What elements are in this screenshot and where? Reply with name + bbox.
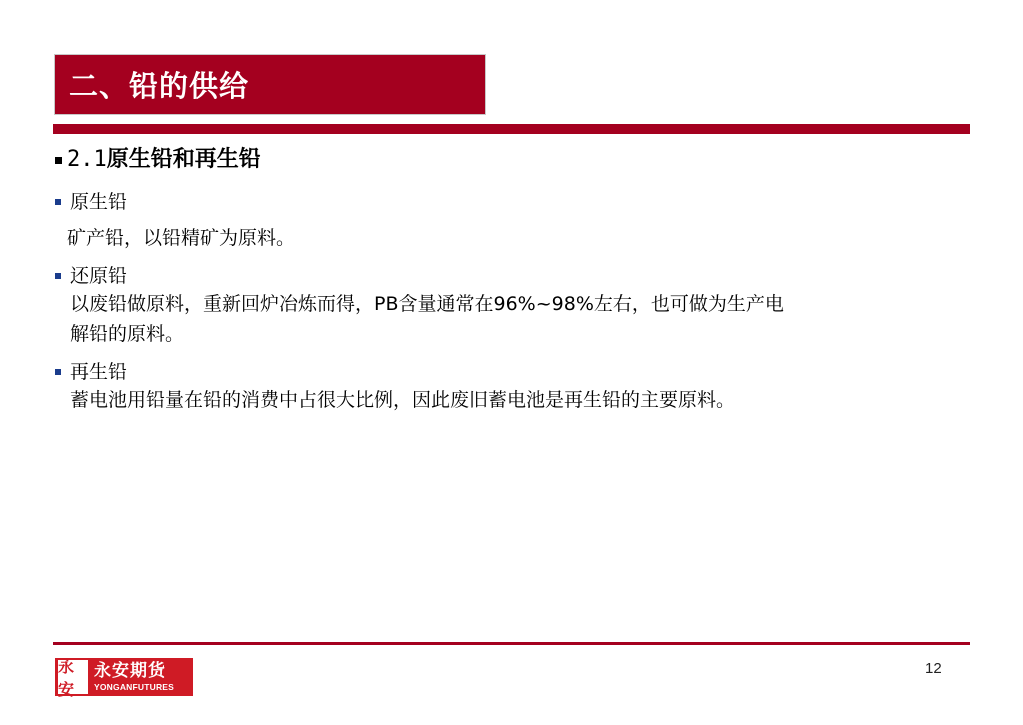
logo-mark-icon: 永安	[58, 660, 88, 694]
section-number: 2.1	[67, 147, 107, 172]
item-text: 解铅的原料。	[70, 323, 185, 345]
bullet-icon	[55, 199, 61, 205]
title-banner	[55, 55, 485, 114]
slide-body	[55, 145, 955, 415]
slide-title: 二、铅的供给	[69, 69, 250, 103]
list-item	[55, 189, 955, 215]
company-logo	[55, 657, 193, 699]
item-text: 矿产铅，以铅精矿为原料。	[67, 227, 296, 249]
item-label: 还原铅	[70, 265, 128, 287]
item-text: 蓄电池用铅量在铅的消费中占很大比例，因此废旧蓄电池是再生铅的主要原料。	[70, 389, 736, 411]
page-number: 12	[925, 660, 942, 677]
bullet-icon	[55, 273, 61, 279]
footer-rule	[53, 642, 970, 645]
list-item	[55, 359, 955, 385]
logo-name-en: YONGANFUTURES	[94, 681, 175, 692]
section-title: 原生铅和再生铅	[106, 147, 261, 172]
bullet-icon	[55, 369, 61, 375]
item-label: 再生铅	[70, 361, 128, 383]
item-text: 以废铅做原料，重新回炉冶炼而得，PB含量通常在96%~98%左右，也可做为生产电	[70, 293, 784, 315]
logo-name-cn: 永安期货	[94, 660, 166, 681]
section-heading	[55, 145, 955, 175]
item-label: 原生铅	[70, 191, 128, 213]
bullet-icon	[55, 157, 62, 164]
header-rule	[53, 124, 970, 134]
list-item	[55, 263, 955, 289]
